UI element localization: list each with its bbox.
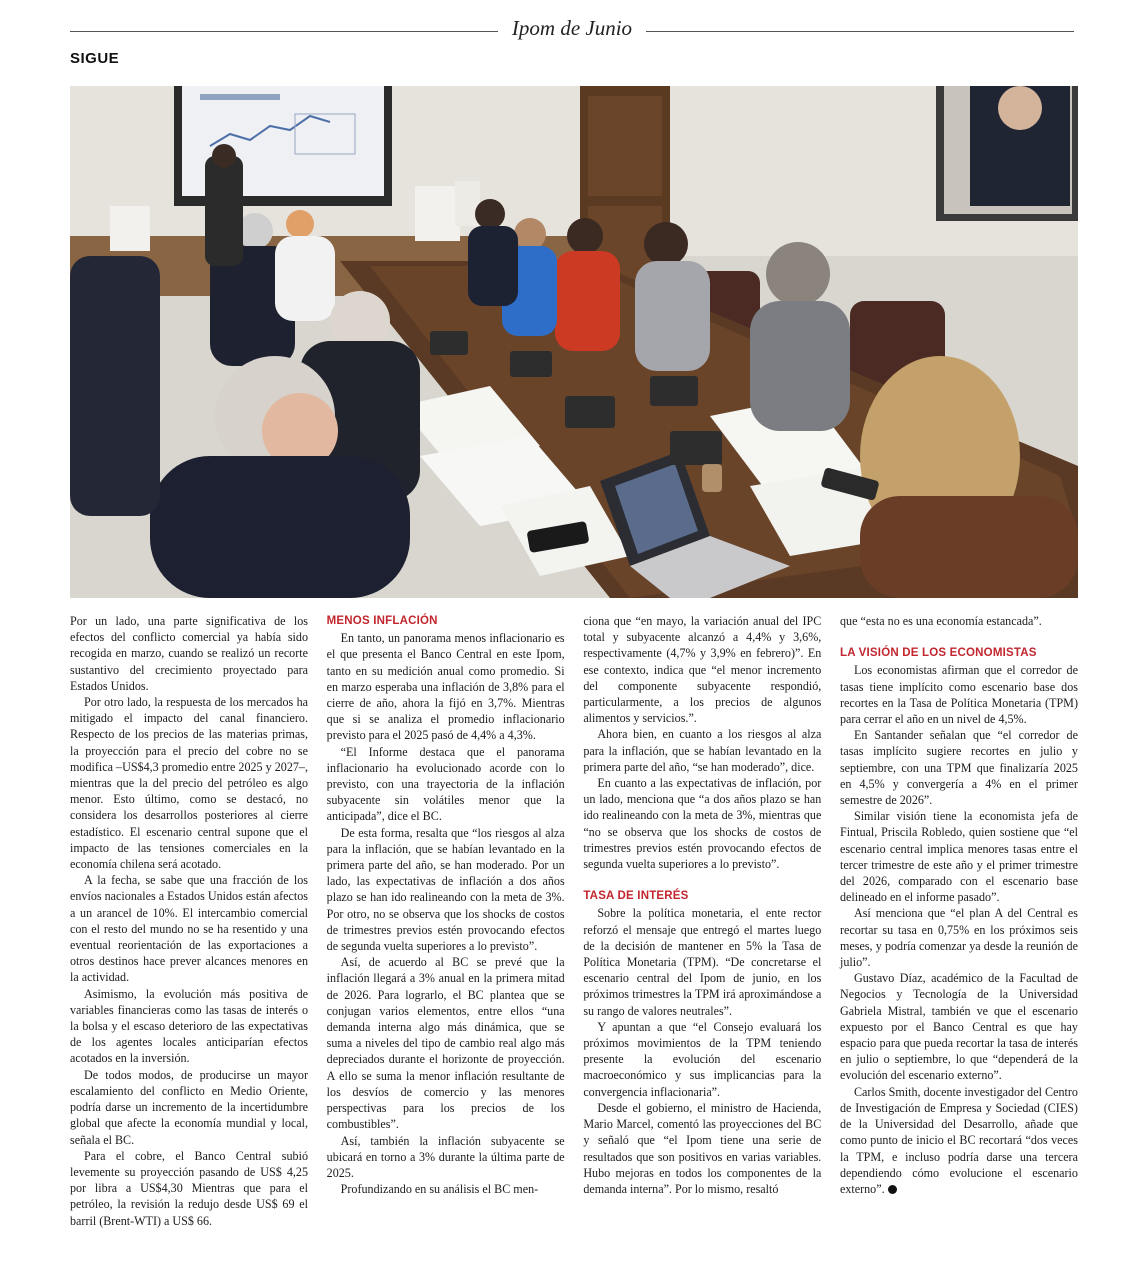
final-paragraph (840, 1084, 1078, 1197)
paragraph: A la fecha, se sabe que una fracción de los envíos nacionales a Estados Unidos están afectos a un arancel de 10%. El intercambio comercial con el resto del mundo no se ha resentido y una eventual reorientación de las exportaciones a otros destinos hace prever alcances menores en la actividad. (70, 873, 308, 985)
paragraph: Asimismo, la evolución más positiva de variables financieras como las tasas de interés o la bolsa y el escaso deterioro de las expectativas de los agentes locales anticiparían efectos acotados en la inversión. (70, 986, 308, 1066)
article-column-4 (840, 613, 1078, 1263)
end-of-article-icon (888, 1185, 897, 1194)
paragraph: En Santander señalan que “el corredor de tasas implícito sugiere recortes en julio y septiembre, con una TPM que finalizaría 2025 en 4,5% y convergería a 4% en el primer semestre de 2026”. (839, 728, 1078, 808)
paragraph: Así, también la inflación subyacente se ubicará en torno a 3% durante la última parte de 2025. (326, 1133, 565, 1180)
paragraph: De esta forma, resalta que “los riesgos al alza para la inflación, que se habían levantado en la primera parte del año, se han moderado. Por un lado, las expectativas de inflación a dos años plazo se han ido realineando con la meta de 3%. Por otro, no se observa que los shocks de costos de trimestres previos estén provocando efectos de segunda vuelta superiores a lo previsto”. (326, 825, 565, 954)
paragraph: Sobre la política monetaria, el ente rector reforzó el mensaje que entregó el martes luego de la decisión de mantener en 5% la Tasa de Política Monetaria (TPM). “De concretarse el escenario central del Ipom de junio, en los próximos trimestres la TPM irá aproximándose a su rango de valores neutrales”. (583, 906, 822, 1018)
article-column-2 (327, 613, 565, 1263)
photo-meeting-room-icon (70, 86, 1078, 598)
paragraph: Así, de acuerdo al BC se prevé que la inflación llegará a 3% anual en la primera mitad de 2026. Para lograrlo, el BC plantea que se conjugan varios elementos, entre ellos “una demanda interna algo más dinámica, que se suma a niveles del tipo de cambio real algo más depreciados durante el horizonte de proyección. A ello se suma la menor inflación resultante de los desvíos de comercio y las menores perspectivas para los precios de los combustibles”. (326, 955, 565, 1132)
paragraph: Profundizando en su análisis el BC men- (340, 1182, 539, 1197)
paragraph: Y apuntan a que “el Consejo evaluará los próximos movimientos de la TPM teniendo presente la evolución del escenario macroeconómico y sus implicancias para la convergencia inflacionaria”. (583, 1019, 822, 1099)
section-title: Ipom de Junio (511, 16, 633, 40)
section-header (70, 16, 1074, 46)
meeting-photo (70, 86, 1078, 598)
article-column-1 (70, 613, 308, 1263)
paragraph: Así menciona que “el plan A del Central es recortar su tasa en 0,75% en los próximos seis meses, y podría comenzar ya desde la reunión de julio”. (839, 906, 1078, 970)
paragraph: De todos modos, de producirse un mayor escalamiento del conflicto en Medio Oriente, podría darse un incremento de la incertidumbre global que afecte la economía mundial y local, señala el BC. (70, 1067, 308, 1147)
paragraph: “El Informe destaca que el panorama inflacionario ha evolucionado acorde con lo previsto, con una trayectoria de la inflación subyacente sin volátiles menor que la anticipada”, dice el BC. (326, 744, 565, 824)
paragraph: Ahora bien, en cuanto a los riesgos al alza para la inflación, que se habían levantado en la primera parte del año, “se han moderado”, dice. (583, 727, 822, 774)
paragraph: ciona que “en mayo, la variación anual del IPC total y subyacente alcanzó a 4,4% y 3,6%, respectivamente (4,7% y 3,9% en febrero)”. En ese contexto, indica que “el menor incremento del componente subyacente respondió, particularmente, a los precios de algunos alimentos y servicios.”. (583, 614, 822, 726)
continued-kicker: SIGUE (70, 50, 120, 67)
subhead-vision-economistas: LA VISIÓN DE LOS ECONOMISTAS (839, 647, 1037, 660)
paragraph: Por un lado, una parte significativa de los efectos del conflicto comercial ya había sido recogida en marzo, cuando se realizó un recorte sustantivo del crecimiento proyectado para Estados Unidos. (70, 614, 308, 693)
article-column-3 (583, 613, 821, 1263)
subhead-menos-inflacion: MENOS INFLACIÓN (326, 615, 438, 627)
article-body (70, 613, 1078, 1263)
paragraph: En tanto, un panorama menos inflacionario es el que presenta el Banco Central en este Ipom, tanto en su medición anual como promedio. Si en marzo esperaba una inflación de 3,8% para el cierre de año, ahora la fijó en 3,7%. Mientras que si se analiza el promedio inflacionario previsto para el 2025 pasó de 4,4% a 4,3%. (326, 631, 565, 743)
paragraph: Por otro lado, la respuesta de los mercados ha mitigado el impacto del canal financiero. Respecto de los precios de las materias primas, la proyección para el precio del cobre no se modifica –US$4,3 promedio entre 2025 y 2027–, mientras que la del precio del petróleo es algo menor. Esto último, como se destacó, no considera los desarrollos posteriores al cierre estadístico. El escenario central supone que el impacto de las tensiones comerciales en la economía chilena será acotado. (70, 695, 308, 872)
paragraph: Los economistas afirman que el corredor de tasas tiene implícito como escenario base dos recortes en la Tasa de Política Monetaria (TPM) para cerrar el año en un nivel de 4,5%. (839, 663, 1078, 727)
paragraph: que “esta no es una economía estancada”. (839, 614, 1042, 628)
paragraph: Para el cobre, el Banco Central subió levemente su proyección pasando de US$ 4,25 por libra a US$4,30 Mientras que para el petróleo, la revisión la redujo desde US$ 69 el barril (Brent-WTI) a US$ 66. (70, 1148, 308, 1228)
paragraph-text: Carlos Smith, docente investigador del Centro de Investigación de Empresa y Sociedad (CIES) de la Universidad del Desarrollo, añade que como punto de inicio el BC recortará “dos veces la TPM, e incluso podría darse una tercera dependiendo cómo evolucione el escenario externo”. (839, 1084, 1078, 1196)
header-rule-right (646, 31, 1074, 32)
paragraph: Desde el gobierno, el ministro de Hacienda, Mario Marcel, comentó las proyecciones del BC y señaló que “el Ipom tiene una serie de resultados que son positivos en varias variables. Hubo mejoras en todos los componentes de la demanda interna”. Por lo mismo, resaltó (583, 1100, 822, 1196)
paragraph: Similar visión tiene la economista jefa de Fintual, Priscila Robledo, quien sostiene que “el escenario central implica menores tasas entre el tercer trimestre de este año y el primer trimestre del 2026, comparado con el escenario base delineado en el informe pasado”. (839, 809, 1078, 905)
subhead-tasa-de-interes: TASA DE INTERÉS (583, 890, 689, 903)
paragraph: Gustavo Díaz, académico de la Facultad de Negocios y Tecnología de la Universidad Gabriela Mistral, también ve que el escenario expuesto por el Banco Central es que hay espacio para que pueda recortar la tasa de interés en julio o septiembre, lo que “dependerá de la evolución del escenario externo”. (839, 971, 1078, 1083)
paragraph: En cuanto a las expectativas de inflación, por un lado, menciona que “a dos años plazo se han ido realineando con la meta de 3%, mientras que “no se observa que los shocks de costos de trimestres previos estén provocando efectos de segunda vuelta superiores a lo previsto”. (583, 776, 822, 872)
